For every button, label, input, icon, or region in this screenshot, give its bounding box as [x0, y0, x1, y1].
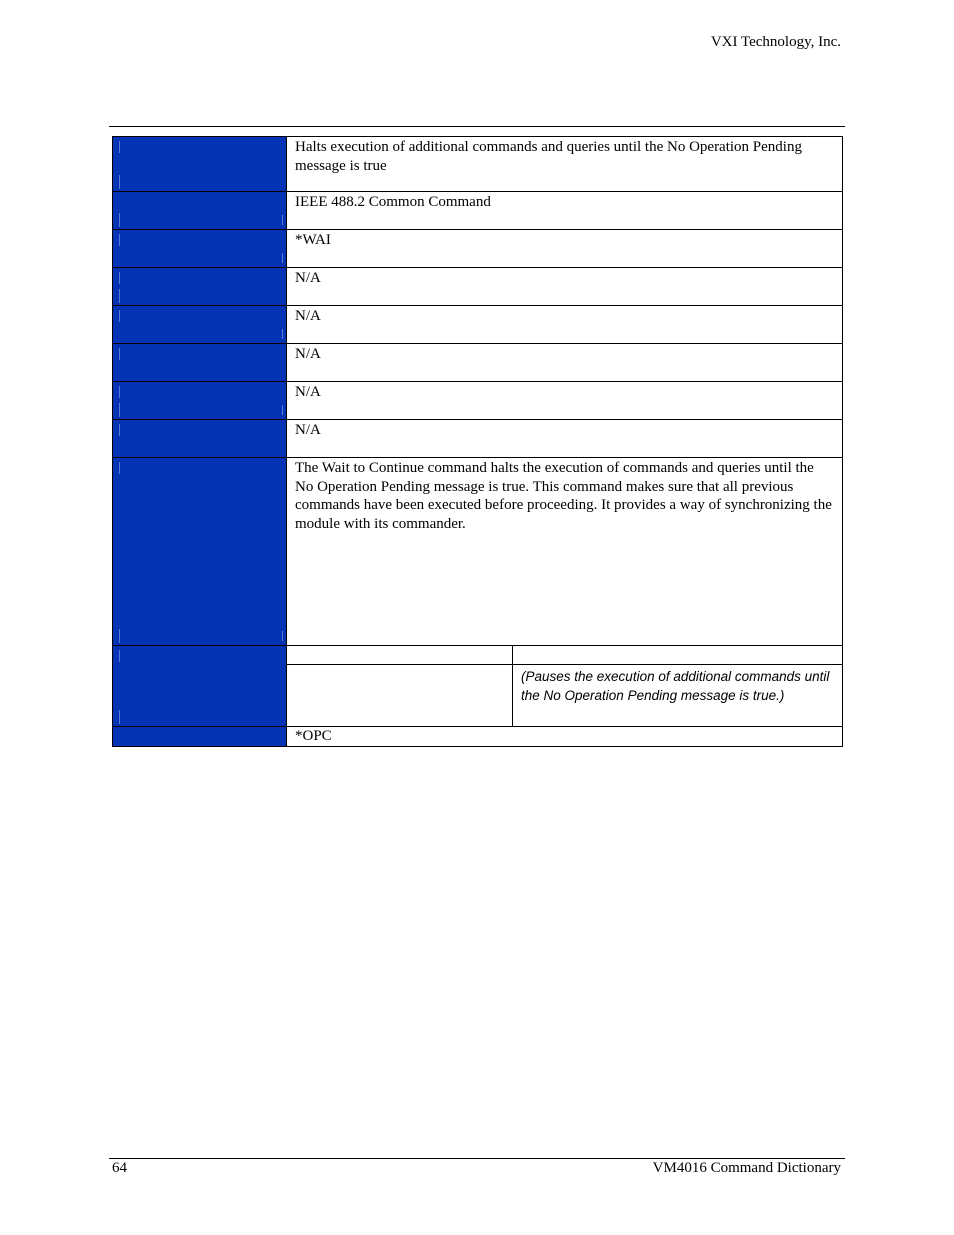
- row-4-text: N/A: [295, 270, 321, 286]
- header-rule: [109, 126, 845, 127]
- example-comment: (Pauses the execution of additional commands until the No Operation Pending message is true.): [521, 669, 830, 703]
- type-text: IEEE 488.2 Common Command: [295, 194, 491, 210]
- label-cell-6: [113, 344, 287, 382]
- label-cell-5: [113, 306, 287, 344]
- footer-doc-title: VM4016 Command Dictionary: [652, 1160, 841, 1176]
- type-cell: [287, 192, 843, 230]
- related-text: *OPC: [295, 728, 332, 744]
- command-table: [112, 136, 843, 747]
- row-5-text: N/A: [295, 308, 321, 324]
- row-8-cell: [287, 420, 843, 458]
- label-cell-8: [113, 420, 287, 458]
- example-head-right: [513, 646, 843, 665]
- example-body-right: [513, 665, 843, 727]
- syntax-text: *WAI: [295, 232, 331, 248]
- row-4: [113, 268, 843, 306]
- example-head-left: [287, 646, 513, 665]
- row-6: [113, 344, 843, 382]
- row-5: [113, 306, 843, 344]
- row-8: [113, 420, 843, 458]
- row-related: [113, 727, 843, 747]
- footer-rule: [109, 1158, 845, 1159]
- syntax-cell: [287, 230, 843, 268]
- label-cell-example: [113, 646, 287, 727]
- description-text: The Wait to Continue command halts the execution of commands and queries until the No Operation Pending message is true. This command makes sure that all previous commands have been executed before proceeding. It provides a way of synchronizing the module with its commander.: [295, 460, 832, 532]
- description-cell: [287, 458, 843, 646]
- purpose-cell: [287, 137, 843, 192]
- purpose-text: Halts execution of additional commands and queries until the No Operation Pending message is true: [295, 139, 802, 174]
- example-body-left: [287, 665, 513, 727]
- label-cell-7: [113, 382, 287, 420]
- related-cell: [287, 727, 843, 747]
- row-5-cell: [287, 306, 843, 344]
- label-cell-type: [113, 192, 287, 230]
- row-7-cell: [287, 382, 843, 420]
- row-6-cell: [287, 344, 843, 382]
- row-6-text: N/A: [295, 346, 321, 362]
- header-company: VXI Technology, Inc.: [710, 34, 841, 50]
- row-8-text: N/A: [295, 422, 321, 438]
- label-cell-syntax: [113, 230, 287, 268]
- footer-page-number: 64: [112, 1160, 127, 1176]
- row-4-cell: [287, 268, 843, 306]
- label-cell-4: [113, 268, 287, 306]
- row-syntax: [113, 230, 843, 268]
- row-7: [113, 382, 843, 420]
- row-type: [113, 192, 843, 230]
- row-example-head: [113, 646, 843, 665]
- row-purpose: [113, 137, 843, 192]
- label-cell-related: [113, 727, 287, 747]
- row-description: [113, 458, 843, 646]
- label-cell-purpose: [113, 137, 287, 192]
- label-cell-description: [113, 458, 287, 646]
- row-7-text: N/A: [295, 384, 321, 400]
